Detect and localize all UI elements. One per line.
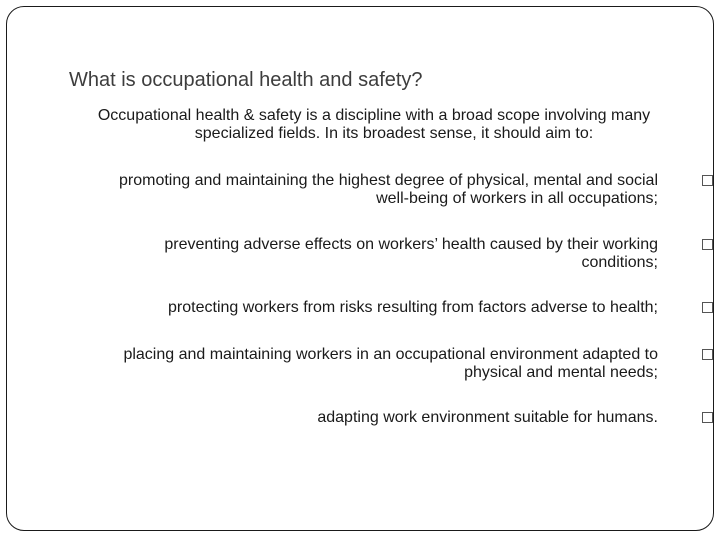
bullet-line-1: promoting and maintaining the highest degree of physical, mental and social xyxy=(119,172,658,189)
bullet-text xyxy=(168,299,658,317)
bullet-line-2: conditions; xyxy=(581,254,658,271)
bullet-text xyxy=(123,346,658,382)
bullet-line-1: placing and maintaining workers in an occupational environment adapted to xyxy=(123,346,658,363)
square-bullet-icon xyxy=(702,412,713,423)
intro-line-2: specialized fields. In its broadest sense, it should aim to: xyxy=(194,125,594,142)
square-bullet-icon xyxy=(702,349,713,360)
bullet-line-1: preventing adverse effects on workers’ health caused by their working xyxy=(164,236,658,253)
bullet-text xyxy=(119,172,658,208)
slide-frame xyxy=(6,6,714,531)
square-bullet-icon xyxy=(702,175,713,186)
square-bullet-icon xyxy=(702,302,713,313)
bullet-line-1: adapting work environment suitable for humans. xyxy=(317,409,658,426)
bullet-text xyxy=(317,409,658,427)
bullet-line-2: well-being of workers in all occupations; xyxy=(376,190,658,207)
square-bullet-icon xyxy=(702,239,713,250)
bullet-line-2: physical and mental needs; xyxy=(464,364,658,381)
slide-intro xyxy=(47,107,701,143)
bullet-text xyxy=(164,236,658,272)
slide-title: What is occupational health and safety? xyxy=(69,69,423,91)
intro-line-1: Occupational health & safety is a discipline with a broad scope involving many xyxy=(97,107,651,124)
bullet-line-1: protecting workers from risks resulting from factors adverse to health; xyxy=(168,299,658,316)
